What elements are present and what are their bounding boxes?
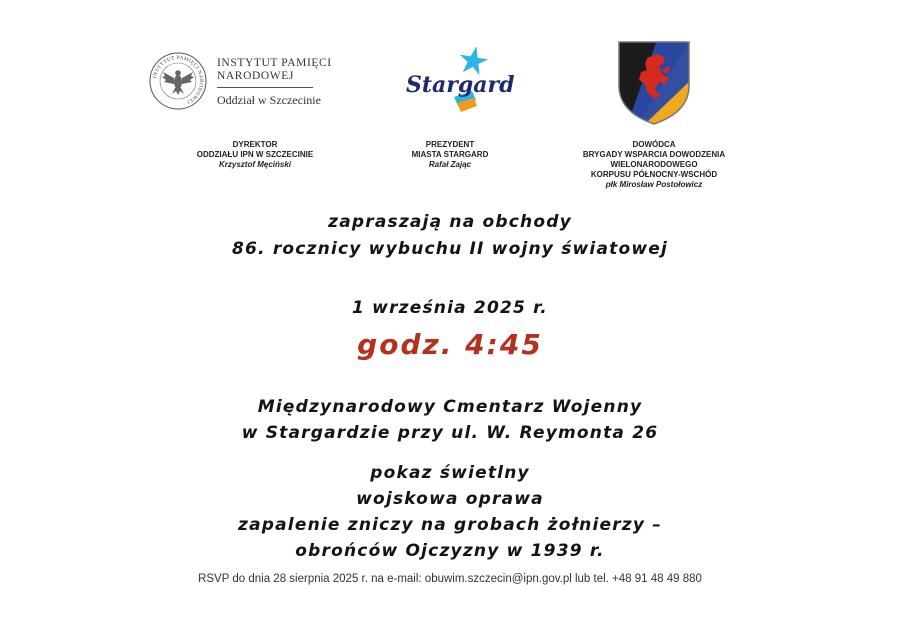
ipn-name-line2: NARODOWEJ xyxy=(217,70,294,82)
organizer-brigade-commander xyxy=(544,140,764,190)
event-time: godz. 4:45 xyxy=(357,328,543,361)
program-item: wojskowa oprawa xyxy=(356,489,544,509)
organizer-role-line: PREZYDENT xyxy=(425,140,475,149)
ipn-branch-name: Oddział w Szczecinie xyxy=(217,93,321,107)
organizer-name: Rafał Zając xyxy=(428,160,472,169)
event-place-line-2: w Stargardzie przy ul. W. Reymonta 26 xyxy=(241,423,659,443)
organizer-name: płk Mirosław Postołowicz xyxy=(605,180,703,189)
ipn-divider xyxy=(217,87,313,88)
organizer-role-line: BRYGADY WSPARCIA DOWODZENIA xyxy=(582,150,726,159)
event-date: 1 września 2025 r. xyxy=(352,298,548,318)
organizer-city-president xyxy=(380,140,520,170)
stargard-city-logo xyxy=(402,42,515,122)
invitation-line-2: 86. rocznicy wybuchu II wojny światowej xyxy=(231,239,668,259)
organizer-role-line: ODDZIAŁU IPN W SZCZECINIE xyxy=(196,150,314,159)
program-item: obrońców Ojczyzny w 1939 r. xyxy=(295,541,605,561)
event-place-line-1: Międzynarodowy Cmentarz Wojenny xyxy=(257,397,643,417)
program-item: pokaz świetlny xyxy=(370,463,530,483)
organizer-role-line: KORPUSU PÓŁNOCNY-WSCHÓD xyxy=(590,170,718,179)
brigade-shield-emblem xyxy=(617,40,691,126)
seal-text: INSTYTUT PAMIĘCI NARODOWEJ xyxy=(152,54,205,105)
stargard-wordmark: Stargard xyxy=(406,72,515,98)
ipn-eagle-seal-logo xyxy=(149,52,207,110)
organizer-role-line: MIASTA STARGARD xyxy=(411,150,489,159)
invitation-line-1: zapraszają na obchody xyxy=(328,212,572,232)
organizer-role-line: DOWÓDCA xyxy=(632,140,676,149)
ipn-wordmark xyxy=(217,57,332,107)
organizer-name: Krzysztof Męciński xyxy=(218,160,292,169)
organizer-role-line: WIELONARODOWEGO xyxy=(610,160,698,169)
program-item: zapalenie zniczy na grobach żołnierzy – xyxy=(238,515,662,535)
organizer-role-line: DYREKTOR xyxy=(232,140,278,149)
rsvp-contact: RSVP do dnia 28 sierpnia 2025 r. na e-mail: obuwim.szczecin@ipn.gov.pl lub tel. +48 91 48 49 880 xyxy=(198,573,702,585)
organizer-ipn-director xyxy=(150,140,360,170)
ipn-name-line1: INSTYTUT PAMIĘCI xyxy=(217,57,332,69)
